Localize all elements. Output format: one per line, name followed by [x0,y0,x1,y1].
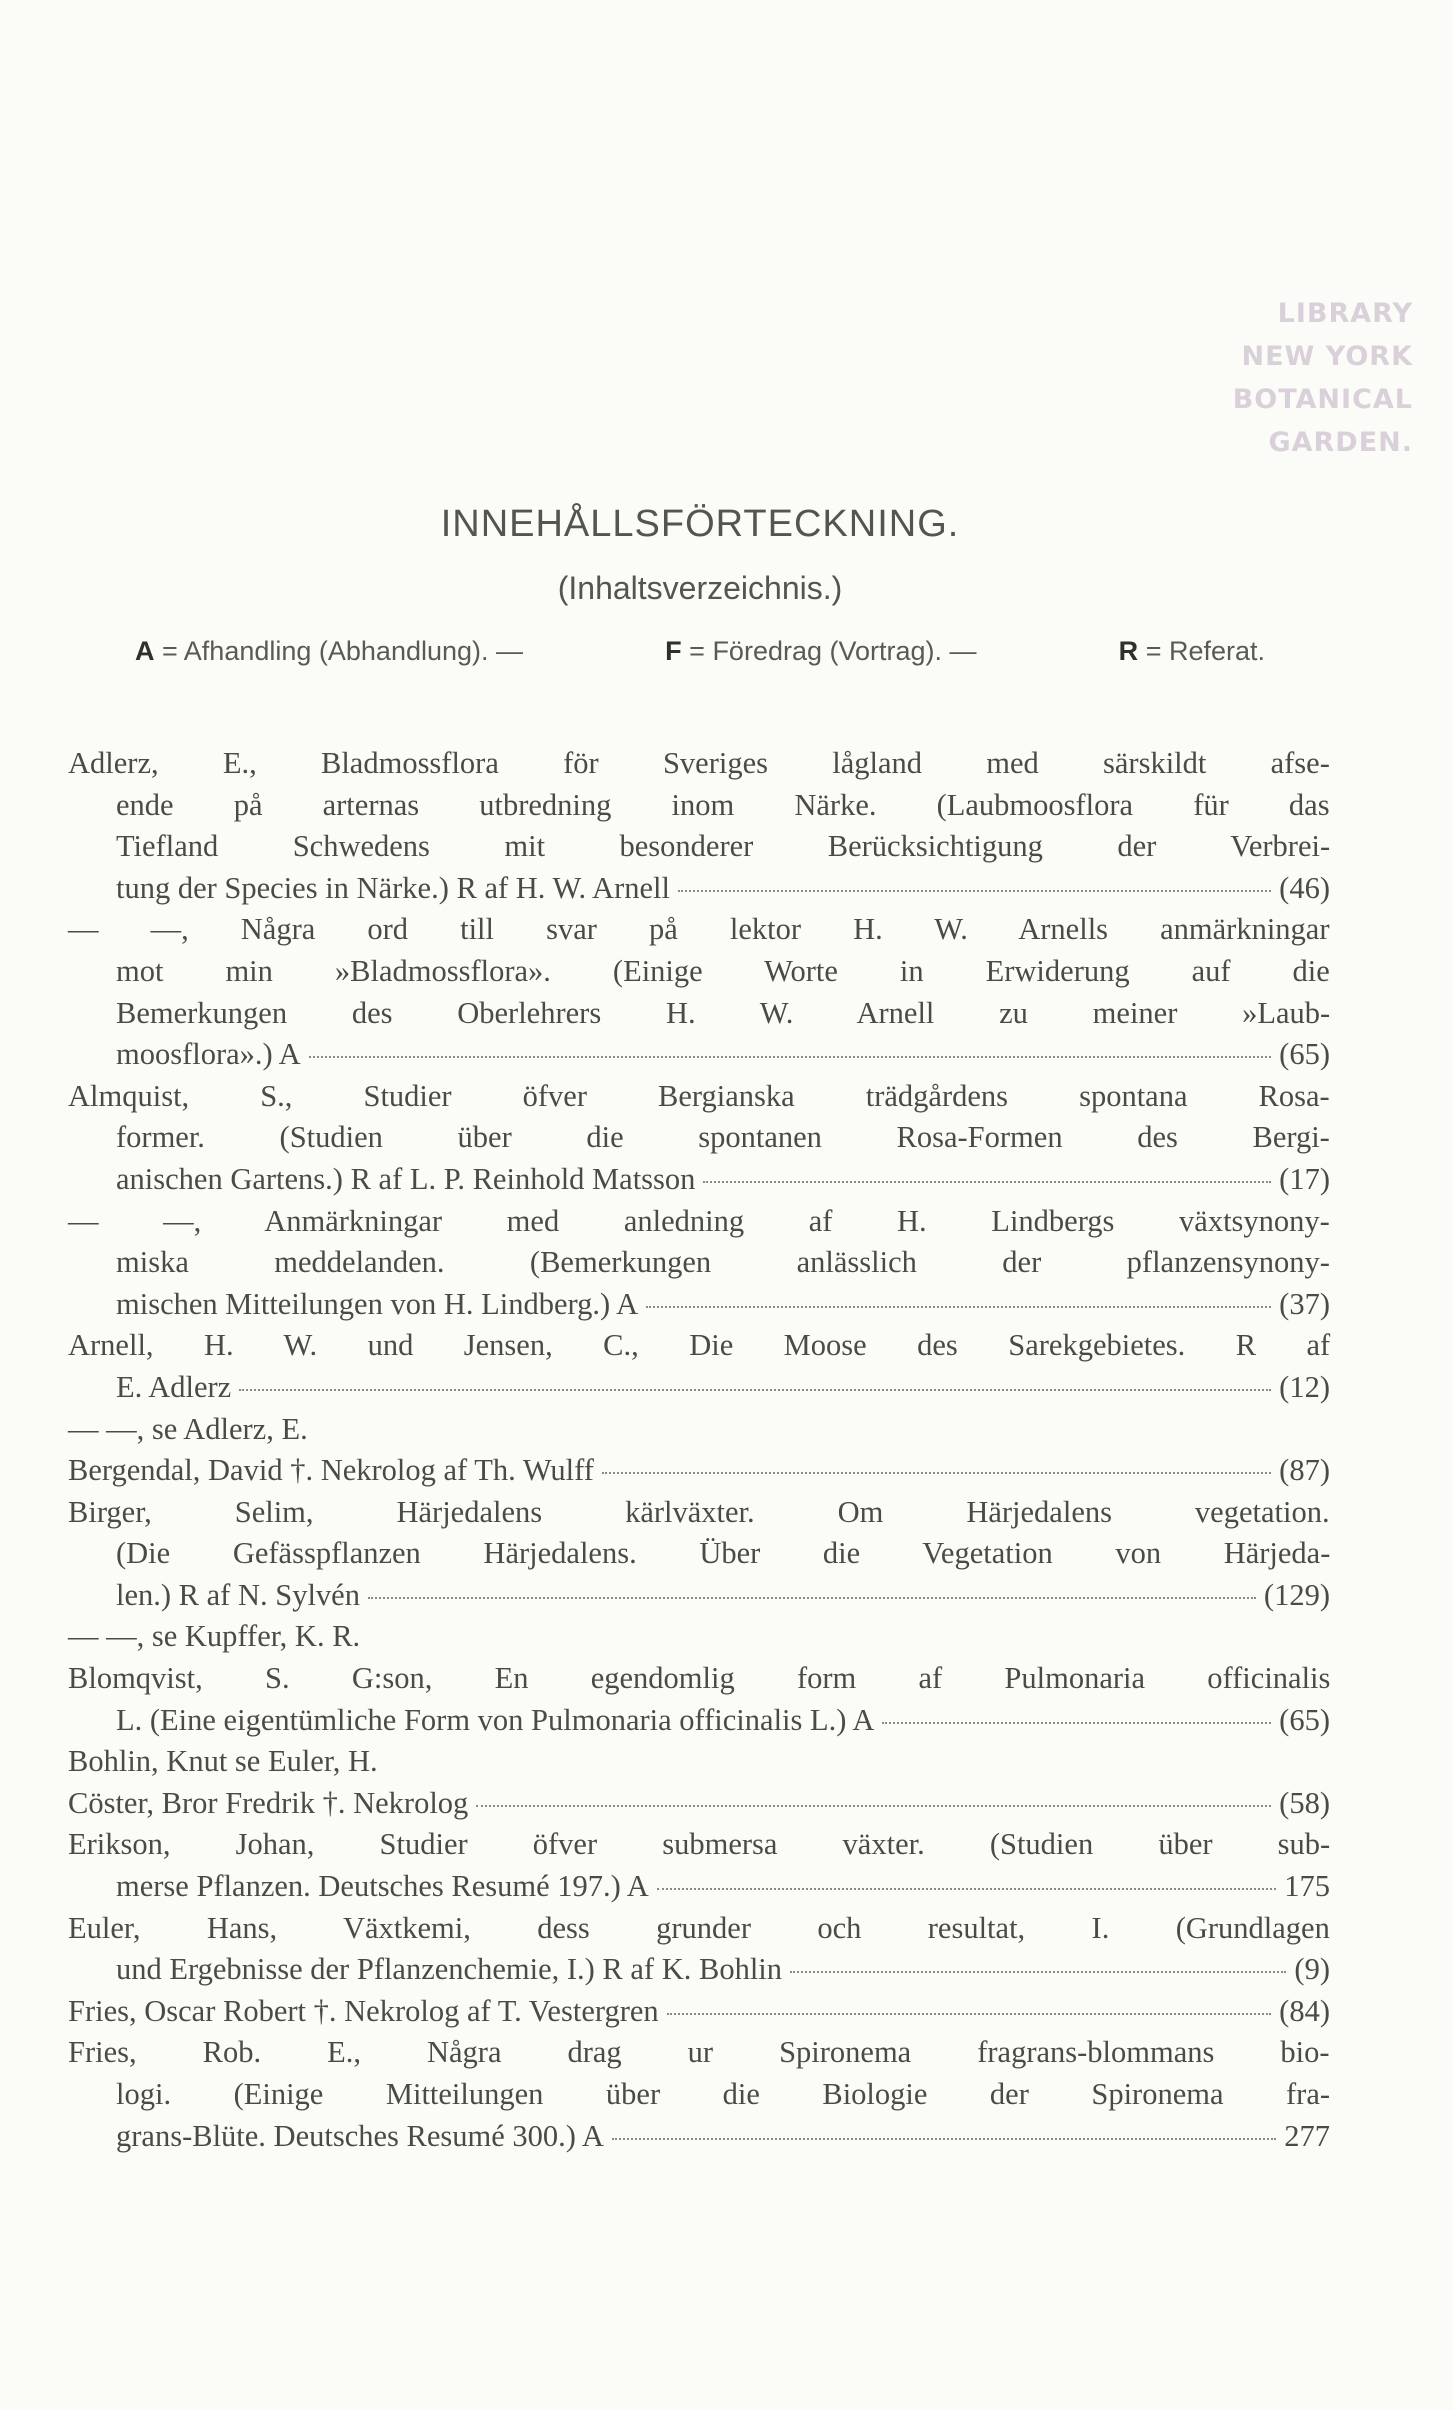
entry-text: Tiefland Schwedens mit besonderer Berücksichtigung der Verbrei- [116,829,1331,864]
page-ref: (58) [1279,1785,1330,1820]
page-ref: (37) [1279,1286,1330,1321]
entry-text: Fries, Oscar Robert †. Nekrolog af T. Vestergren [68,1993,659,2028]
entry-text: Erikson, Johan, Studier öfver submersa växter. (Studien über sub- [68,1827,1331,1862]
entry-text: Arnell, H. W. und Jensen, C., Die Moose des Sarekgebietes. R af [68,1328,1331,1363]
entry-line [68,1117,1330,1159]
page-ref: 277 [1284,2118,1330,2153]
page-ref: (65) [1279,1037,1330,1072]
index-entries [68,743,1330,2157]
entry-text: mischen Mitteilungen von H. Lindberg.) A [116,1286,639,1321]
entry-text: ende på arternas utbredning inom Närke. (Laubmoosflora für das [116,787,1330,822]
entry-text: moosflora».) A [116,1037,301,1072]
entry-line [68,1242,1330,1284]
dot-leader [678,890,1271,892]
stamp-line: BOTANICAL [1232,384,1413,415]
page-ref: 175 [1284,1869,1330,1904]
entry-text: Bergendal, David †. Nekrolog af Th. Wulff [68,1453,594,1488]
entry-text: — —, Några ord till svar på lektor H. W. Arnells anmärkningar [68,912,1330,947]
entry-text: anischen Gartens.) R af L. P. Reinhold Matsson [116,1161,696,1196]
entry-line [68,1783,1330,1825]
entry-text: Fries, Rob. E., Några drag ur Spironema fragrans-blommans bio- [68,2035,1330,2070]
dot-leader [309,1056,1272,1058]
entry-text: (Die Gefässpflanzen Härjedalens. Über die Vegetation von Härjeda- [116,1536,1331,1571]
library-stamp [1233,292,1413,464]
entry-line [68,1824,1330,1866]
entry-line [68,1325,1330,1367]
legend-text: = Föredrag (Vortrag). — [689,636,977,666]
entry-line [68,1034,1330,1076]
abbreviation-legend [135,636,1265,667]
dot-leader [646,1306,1271,1308]
entry-text: len.) R af N. Sylvén [116,1577,360,1612]
entry-text: Adlerz, E., Bladmossflora för Sveriges lågland med särskildt afse- [68,746,1330,780]
page-ref: (9) [1294,1952,1330,1987]
page-ref: (84) [1279,1993,1330,2028]
entry-text: und Ergebnisse der Pflanzenchemie, I.) R af K. Bohlin [116,1952,783,1987]
dot-leader [657,1888,1276,1890]
entry-text: E. Adlerz [116,1369,232,1404]
entry-text: miska meddelanden. (Bemerkungen anlässlich der pflanzensynony- [116,1245,1330,1280]
entry-line [68,1949,1330,1991]
dot-leader [667,2013,1272,2015]
entry-line [68,1866,1330,1908]
entry-line [68,1450,1330,1492]
entry-line [68,993,1330,1035]
entry-line [68,1159,1330,1201]
entry-line [68,1700,1330,1742]
entry-text: Birger, Selim, Härjedalens kärlväxter. Om Härjedalens vegetation. [68,1494,1330,1529]
dot-leader [703,1181,1271,1183]
page-subtitle: (Inhaltsverzeichnis.) [557,570,843,606]
entry-line [68,1908,1330,1950]
dot-leader [368,1597,1256,1599]
entry-text: L. (Eine eigentümliche Form von Pulmonaria officinalis L.) A [116,1702,875,1737]
entry-text: Blomqvist, S. G:son, En egendomlig form af Pulmonaria officinalis [68,1661,1331,1696]
entry-text: merse Pflanzen. Deutsches Resumé 197.) A [116,1869,649,1904]
entry-line [68,785,1330,827]
dot-leader [476,1805,1271,1807]
page-ref: (87) [1279,1453,1330,1488]
entry-line [68,1367,1330,1409]
legend-key: R [1118,636,1139,666]
dot-leader [882,1722,1271,1724]
entry-line [68,1616,1330,1658]
entry-line [68,909,1330,951]
legend-key: F [665,636,682,666]
entry-line [68,826,1330,868]
legend-text: = Referat. [1145,636,1265,666]
page-title: INNEHÅLLSFÖRTECKNING. [440,503,960,545]
entry-text: Euler, Hans, Växtkemi, dess grunder och resultat, I. (Grundlagen [68,1910,1330,1945]
entry-line [68,2074,1330,2116]
entry-text: — —, se Kupffer, K. R. [68,1619,361,1654]
stamp-line: GARDEN. [1268,427,1413,458]
entry-line [68,1575,1330,1617]
entry-line [68,951,1330,993]
entry-line [68,868,1330,910]
legend-key: A [135,636,155,666]
entry-line [68,1409,1330,1451]
entry-text: mot min »Bladmossflora». (Einige Worte in Erwiderung auf die [116,953,1330,988]
entry-line [68,1533,1330,1575]
page-ref: (129) [1263,1577,1330,1612]
entry-line [68,1076,1330,1118]
entry-text: Almquist, S., Studier öfver Bergianska trädgårdens spontana Rosa- [68,1078,1330,1113]
entry-text: — —, se Adlerz, E. [68,1411,308,1446]
page-ref: (65) [1279,1702,1330,1737]
entry-line [68,1492,1330,1534]
dot-leader [602,1472,1271,1474]
entry-line [68,2116,1330,2158]
entry-line [68,1741,1330,1783]
entry-line [68,1658,1330,1700]
legend-item-f [665,636,976,667]
legend-item-a [135,636,523,667]
page-ref: (12) [1279,1369,1330,1404]
entry-line [68,2032,1330,2074]
entry-text: Cöster, Bror Fredrik †. Nekrolog [68,1785,469,1820]
entry-text: Bohlin, Knut se Euler, H. [68,1744,378,1779]
stamp-line: NEW YORK [1241,341,1413,372]
entry-line [68,743,1330,785]
legend-text: = Afhandling (Abhandlung). — [162,636,524,666]
legend-item-r [1119,636,1265,667]
page-ref: (46) [1279,870,1330,905]
page-ref: (17) [1279,1161,1330,1196]
entry-text: grans-Blüte. Deutsches Resumé 300.) A [116,2118,604,2153]
entry-text: logi. (Einige Mitteilungen über die Biologie der Spironema fra- [116,2077,1331,2111]
entry-line [68,1991,1330,2033]
entry-text: tung der Species in Närke.) R af H. W. Arnell [116,870,670,905]
entry-text: — —, Anmärkningar med anledning af H. Lindbergs växtsynony- [68,1203,1330,1238]
dot-leader [239,1389,1271,1391]
dot-leader [612,2138,1276,2140]
entry-line [68,1201,1330,1243]
entry-line [68,1284,1330,1326]
entry-text: former. (Studien über die spontanen Rosa-Formen des Bergi- [116,1120,1330,1155]
stamp-line: LIBRARY [1277,298,1413,329]
entry-text: Bemerkungen des Oberlehrers H. W. Arnell zu meiner »Laub- [116,995,1331,1030]
dot-leader [790,1971,1286,1973]
